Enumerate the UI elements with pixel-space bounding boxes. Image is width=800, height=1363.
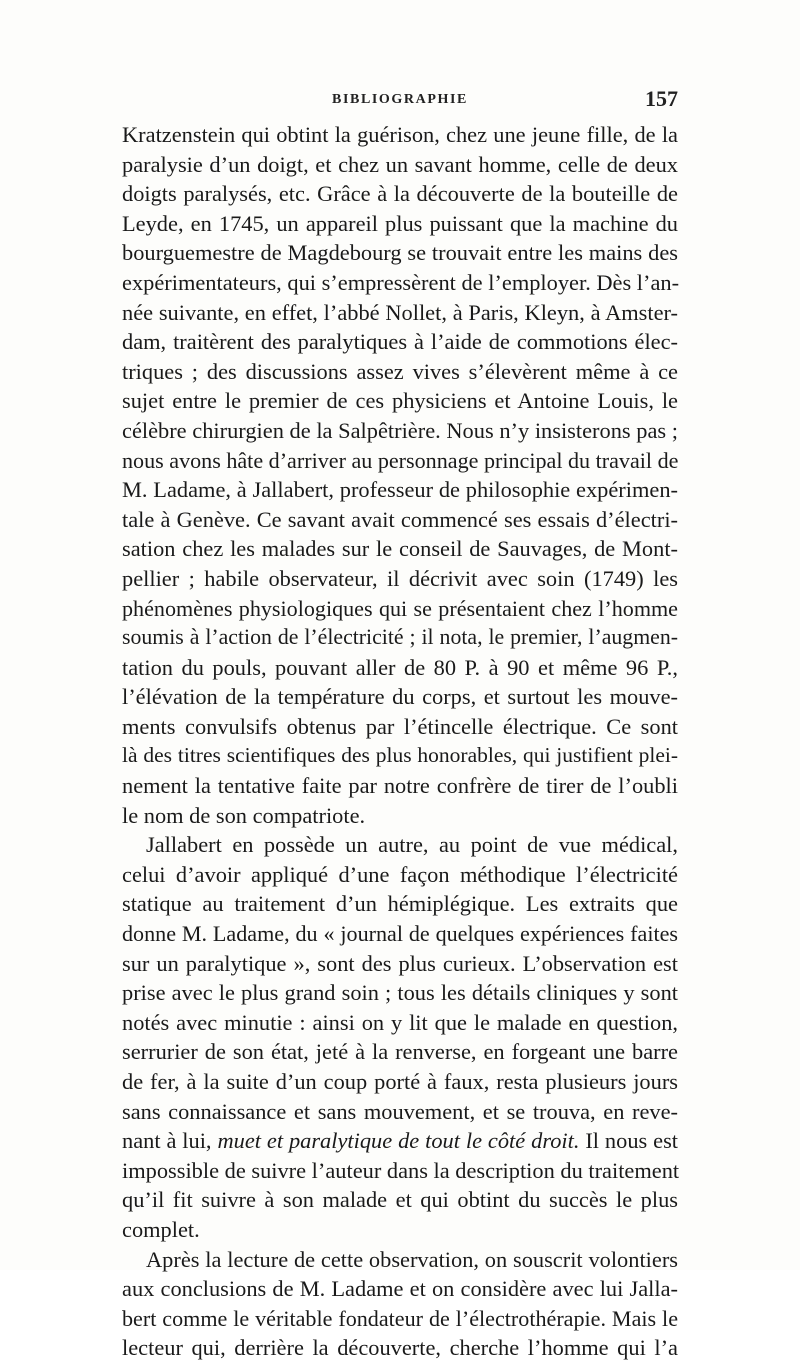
text-line: prise avec le plus grand soin ; tous les détails cliniques y sont [122, 980, 678, 1006]
text-line: nous avons hâte d’arriver au personnage principal du travail de [122, 447, 679, 473]
text-line: M. Ladame, à Jallabert, professeur de philosophie expérimen- [122, 477, 678, 503]
text-line: impossible de suivre l’auteur dans la description du traitement [122, 1157, 680, 1183]
text-line: triques ; des discussions assez vives s’élevèrent même à ce [122, 358, 678, 384]
text-line: expérimentateurs, qui s’empressèrent de l’employer. Dès l’an- [122, 269, 680, 295]
text-line: statique au traitement d’un hémiplégique. Les extraits que [122, 891, 678, 917]
text-line: sans connaissance et sans mouvement, et se trouva, en reve- [122, 1098, 678, 1124]
text-line: Jallabert en possède un autre, au point de vue médical, [146, 832, 678, 858]
text-line: dam, traitèrent des paralytiques à l’aide de commotions élec- [122, 329, 678, 355]
text-line: Kratzenstein qui obtint la guérison, chez une jeune fille, de la [122, 122, 678, 147]
text-line: bert comme le véritable fondateur de l’électrothérapie. Mais le [122, 1305, 678, 1331]
body-text [122, 120, 678, 1363]
text-run: nant à lui, [122, 1128, 218, 1154]
text-line: celui d’avoir appliqué d’une façon méthodique l’électricité [122, 861, 678, 887]
text-line: tale à Genève. Ce savant avait commencé ses essais d’électri- [122, 506, 678, 532]
running-head [122, 86, 678, 122]
text-line: de fer, à la suite d’un coup porté à faux, resta plusieurs jours [122, 1069, 678, 1094]
text-line: sujet entre le premier de ces physiciens et Antoine Louis, le [122, 388, 678, 414]
text-run: Il nous est [579, 1128, 679, 1154]
text-line: là des titres scientifiques des plus honorables, qui justifient plei- [122, 743, 678, 768]
text-line: aux conclusions de M. Ladame et on considère avec lui Jalla- [122, 1276, 678, 1302]
text-line: célèbre chirurgien de la Salpêtrière. Nous n’y insisterons pas ; [122, 417, 678, 443]
text-line: nement la tentative faite par notre confrère de tirer de l’oubli [122, 773, 678, 799]
text-line: qu’il fit suivre à son malade et qui obtint du succès le plus [122, 1187, 678, 1213]
text-line: serrurier de son état, jeté à la renverse, en forgeant une barre [122, 1039, 678, 1065]
text-line: née suivante, en effet, l’abbé Nollet, à Paris, Kleyn, à Amster- [122, 299, 678, 325]
text-line: bourguemestre de Magdebourg se trouvait entre les mains des [122, 240, 678, 266]
text-line: tation du pouls, pouvant aller de 80 P. à 90 et même 96 P., [122, 654, 678, 680]
page-number: 157 [645, 86, 678, 111]
text-line: soumis à l’action de l’électricité ; il nota, le premier, l’augmen- [122, 625, 678, 650]
text-line: le nom de son compatriote. [122, 802, 366, 828]
text-line: complet. [122, 1216, 200, 1242]
text-line: sation chez les malades sur le conseil de Sauvages, de Mont- [122, 536, 678, 562]
text-line: l’élévation de la température du corps, et surtout les mouve- [122, 684, 678, 710]
text-line: donne M. Ladame, du « journal de quelques expériences faites [122, 921, 678, 947]
text-line [122, 1126, 678, 1156]
text-line: pellier ; habile observateur, il décrivit avec soin (1749) les [122, 565, 678, 591]
text-line: phénomènes physiologiques qui se présentaient chez l’homme [122, 595, 678, 621]
text-line: sur un paralytique », sont des plus curieux. L’observation est [122, 950, 678, 976]
italic-text-run: muet et paralytique de tout le côté droit. [217, 1128, 580, 1154]
running-title: BIBLIOGRAPHIE [332, 92, 468, 107]
text-line: paralysie d’un doigt, et chez un savant homme, celle de deux [122, 151, 678, 177]
text-line: lecteur qui, derrière la découverte, cherche l’homme qui l’a [122, 1335, 678, 1361]
text-line: doigts paralysés, etc. Grâce à la découverte de la bouteille de [122, 181, 678, 207]
text-line: Leyde, en 1745, un appareil plus puissant que la machine du [122, 210, 678, 236]
text-line: Après la lecture de cette observation, on souscrit volontiers [146, 1246, 678, 1272]
text-line: ments convulsifs obtenus par l’étincelle électrique. Ce sont [122, 713, 678, 739]
text-line: notés avec minutie : ainsi on y lit que le malade en question, [122, 1009, 678, 1035]
